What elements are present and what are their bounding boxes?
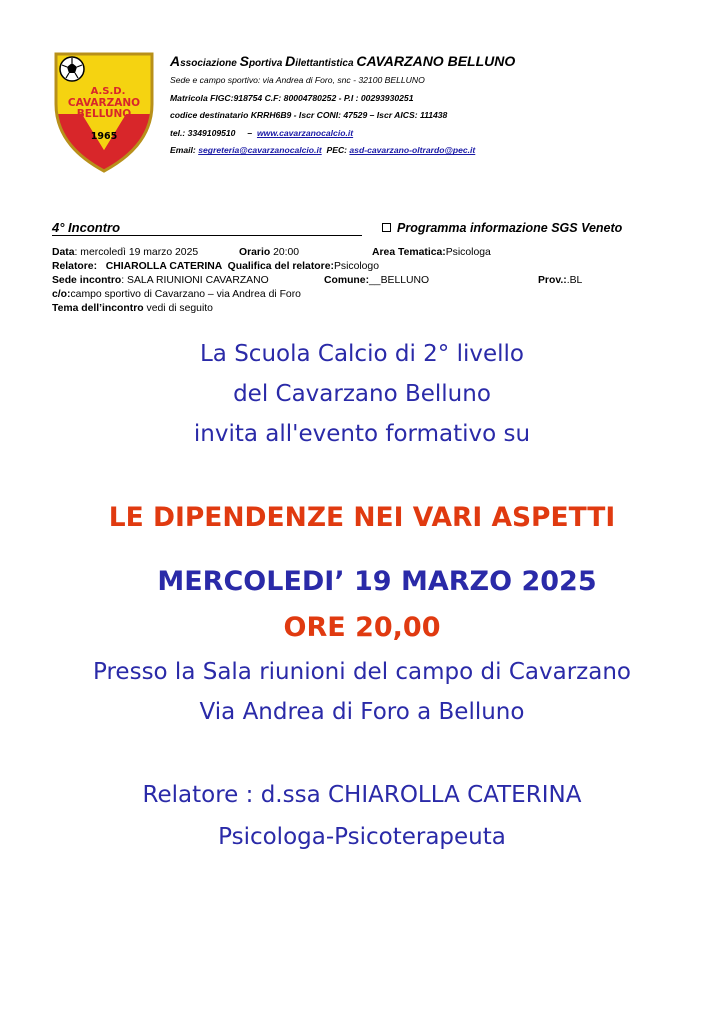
org-contacts: tel.: 3349109510 – www.cavarzanocalcio.it: [170, 127, 354, 138]
info-row-venue: Sede incontro: SALA RIUNIONI CAVARZANO Comune:__BELLUNO Prov.:.BL: [52, 275, 583, 286]
crest-line1: A.S.D.: [90, 86, 126, 97]
speaker-block: [0, 774, 724, 858]
website-link[interactable]: www.cavarzanocalcio.it: [256, 127, 354, 138]
intro-line: invita all'evento formativo su: [193, 421, 531, 447]
soccer-ball-icon: [60, 57, 84, 81]
meeting-header: [52, 220, 652, 238]
intro-line: La Scuola Calcio di 2° livello: [199, 341, 524, 367]
org-registration: Matricola FIGC:918754 C.F: 80004780252 - P.I : 00293930251: [170, 92, 414, 103]
venue-line: Via Andrea di Foro a Belluno: [199, 699, 525, 725]
email-link[interactable]: segreteria@cavarzanocalcio.it: [198, 145, 322, 156]
org-email-line: Email: segreteria@cavarzanocalcio.it PEC: asd-cavarzano-oltrardo@pec.it: [170, 145, 476, 156]
info-row-date: Data: mercoledì 19 marzo 2025 Orario 20:00 Area Tematica:Psicologa: [52, 247, 491, 258]
info-row-speaker: Relatore: CHIAROLLA CATERINA Qualifica del relatore:Psicologo: [52, 261, 379, 272]
event-topic: LE DIPENDENZE NEI VARI ASPETTI: [108, 502, 616, 533]
org-name: Associazione Sportiva Dilettantistica CAVARZANO BELLUNO: [170, 53, 516, 69]
crest-line3: BELLUNO: [76, 108, 132, 120]
crest-line2: CAVARZANO: [67, 97, 141, 109]
intro-line: del Cavarzano Belluno: [233, 381, 491, 407]
club-crest-logo: [52, 50, 156, 174]
org-address: Sede e campo sportivo: via Andrea di Foro, snc - 32100 BELLUNO: [170, 75, 425, 85]
event-date: MERCOLEDI’ 19 MARZO 2025: [157, 566, 597, 597]
speaker-name: Relatore : d.ssa CHIAROLLA CATERINA: [142, 782, 582, 808]
pec-link[interactable]: asd-cavarzano-oltrardo@pec.it: [349, 145, 476, 156]
crest-year: 1965: [90, 131, 118, 142]
org-codes: codice destinatario KRRH6B9 - Iscr CONI: 47529 – Iscr AICS: 111438: [170, 110, 448, 121]
speaker-role: Psicologa-Psicoterapeuta: [218, 824, 506, 850]
event-venue: [0, 652, 724, 732]
meeting-number: 4° Incontro: [52, 220, 362, 236]
venue-line: Presso la Sala riunioni del campo di Cavarzano: [93, 659, 631, 685]
intro-text: [0, 334, 724, 454]
checkbox-icon: [382, 223, 391, 232]
event-time: ORE 20,00: [283, 612, 441, 643]
info-row-theme: Tema dell’incontro vedi di seguito: [52, 303, 213, 314]
info-row-location: c/o:campo sportivo di Cavarzano – via Andrea di Foro: [52, 289, 301, 300]
letterhead: [170, 52, 690, 160]
program-label: Programma informazione SGS Veneto: [382, 220, 622, 236]
